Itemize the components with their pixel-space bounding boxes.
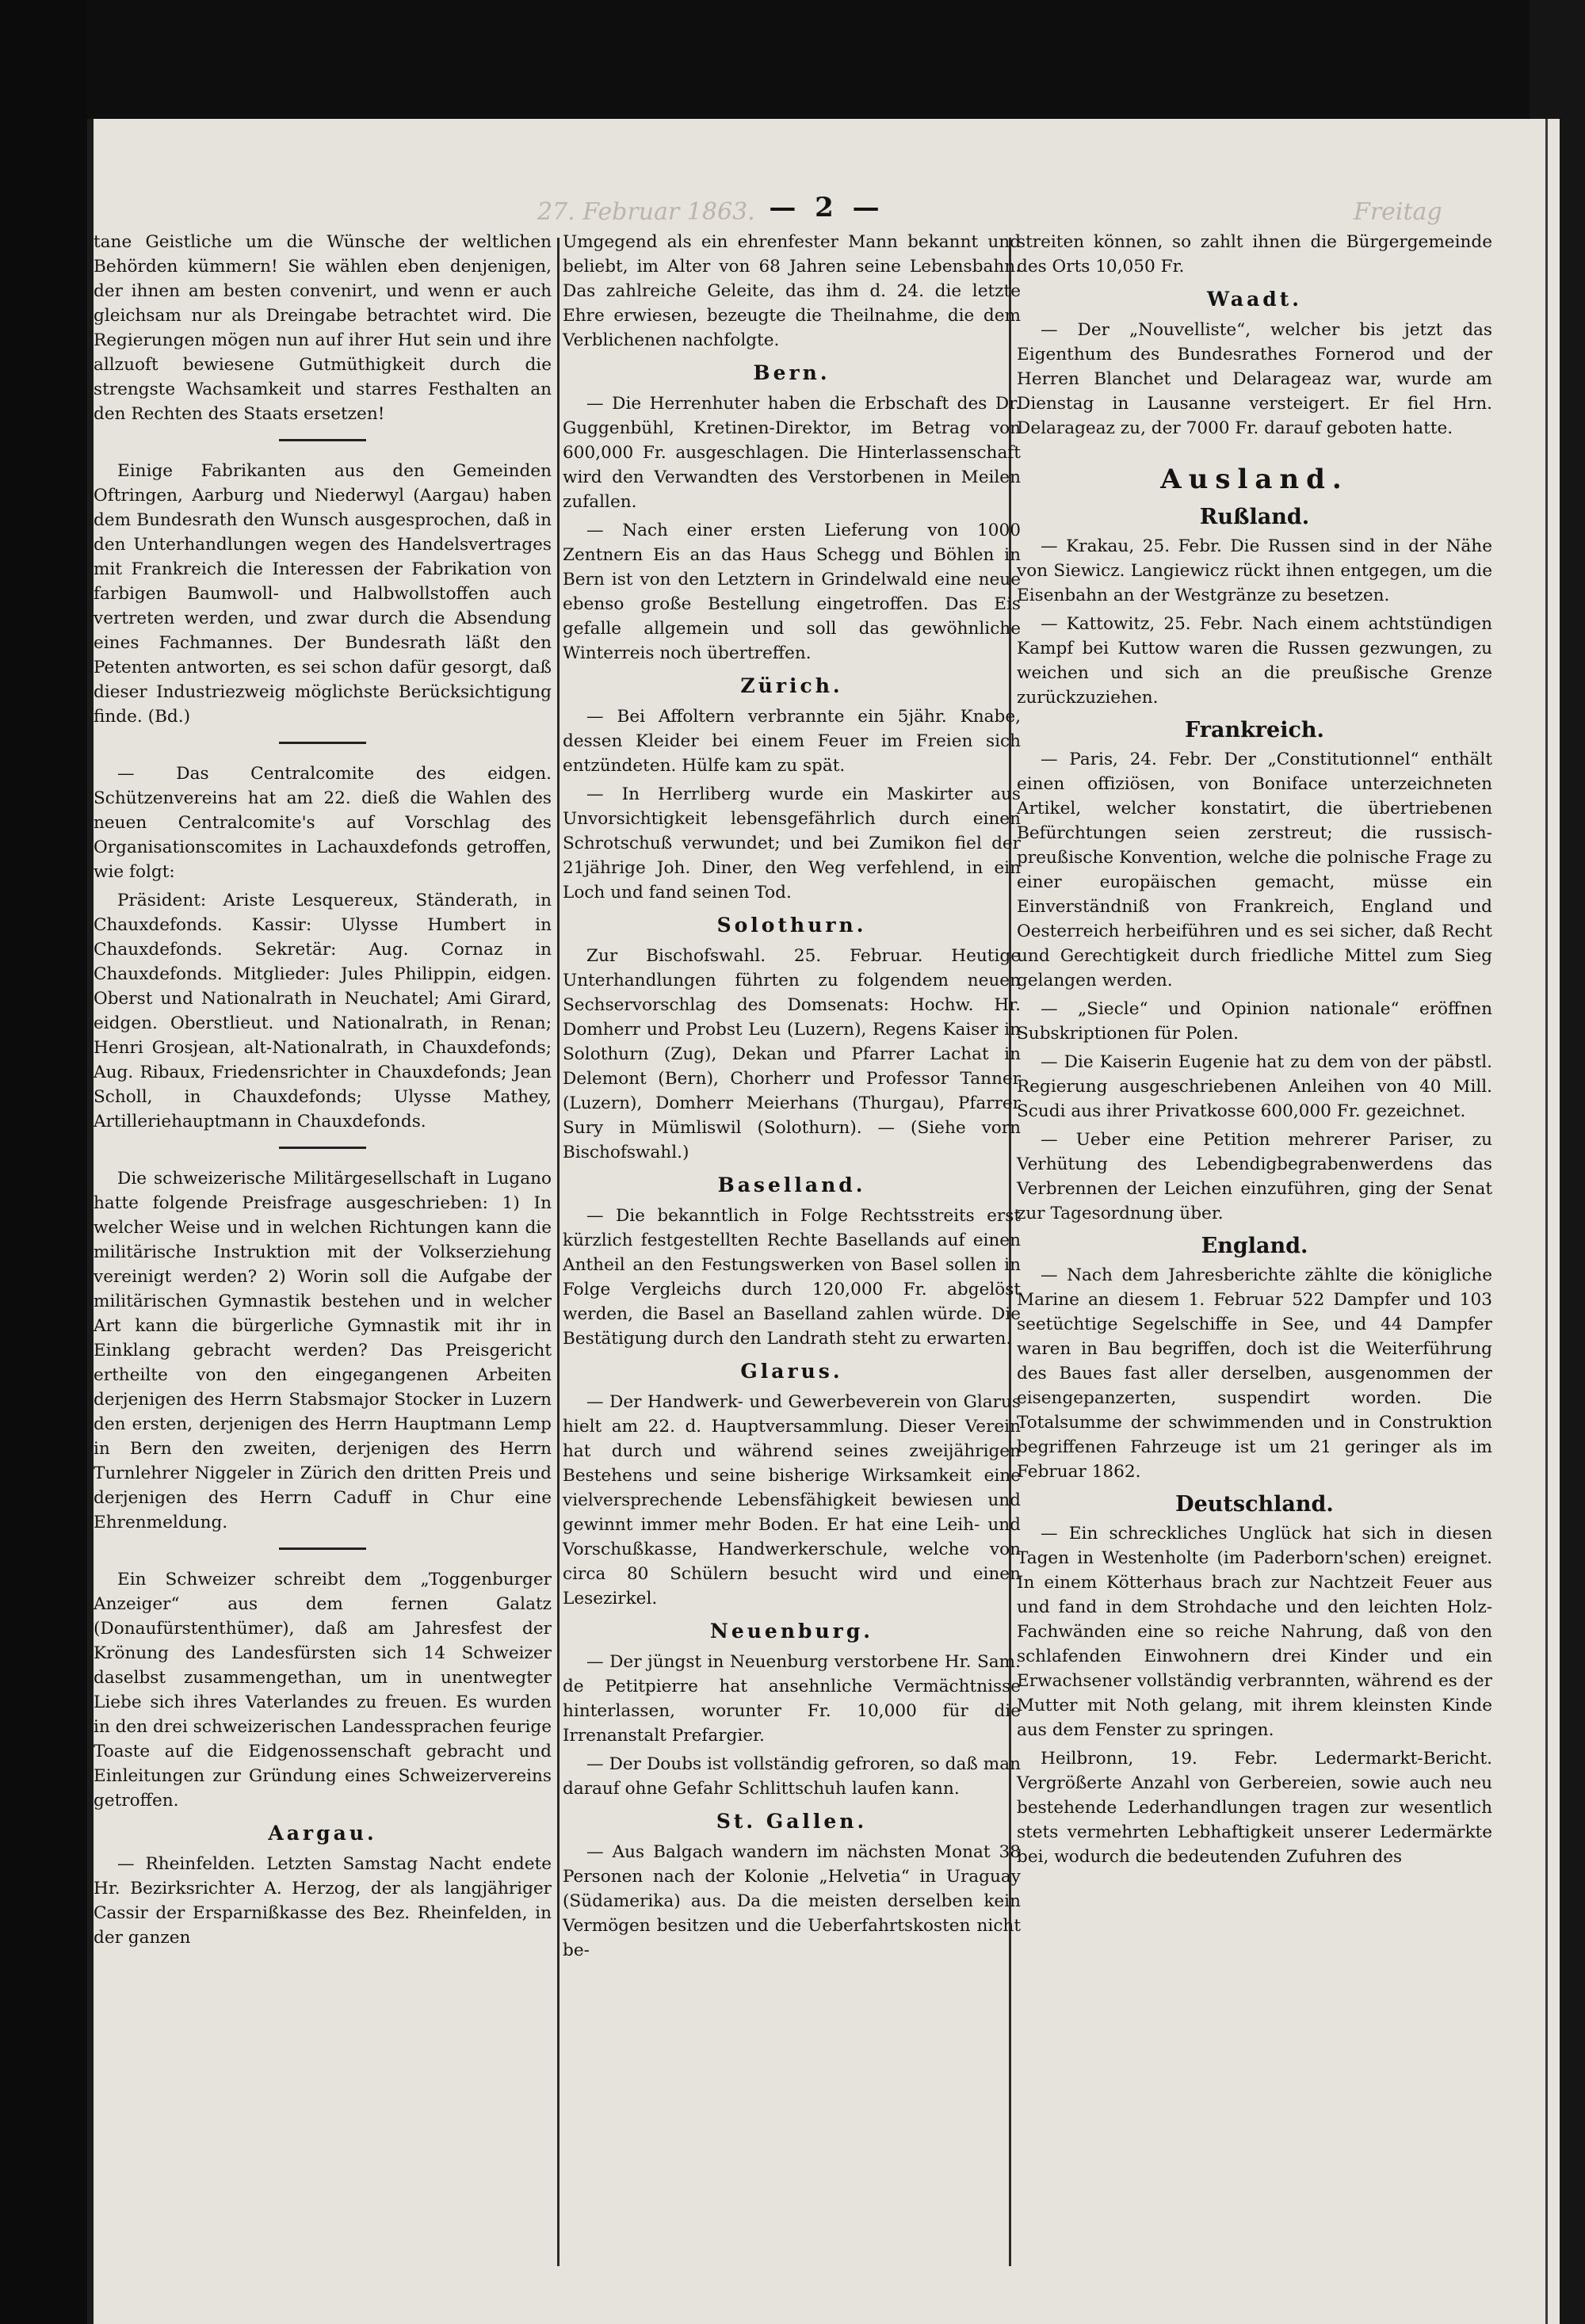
country-heading-england: England. bbox=[1201, 1234, 1308, 1258]
country-heading-frankreich: Frankreich. bbox=[1185, 718, 1324, 742]
bleed-through-date: 27. Februar 1863. bbox=[537, 198, 755, 226]
bleed-through-day: Freitag bbox=[1354, 198, 1442, 226]
section-heading-solothurn: Solothurn. bbox=[716, 914, 867, 937]
section-heading-neuenburg: Neuenburg. bbox=[709, 1620, 874, 1643]
article-text: Präsident: Ariste Lesquereux, Ständerath, in Chauxdefonds. Kassir: Ulysse Humbert in Chauxdefonds. Sekretär: Aug. Cornaz in Chauxdefonds. Mitglieder: Jules Philippin, eidgen. Oberst und Nationalrath in Neuchatel; Ami Girard, eidgen. Oberstlieut. und Nationalrath, in Renan; Henri Grosjean, alt-Nationalrath, in Chauxdefonds; Aug. Ribaux, Friedensrichter in Chauxdefonds; Jean Scholl, in Chauxdefonds; Ulysse Mathey, Artilleriehauptmann in Chauxdefonds. bbox=[94, 891, 552, 1131]
article-text: Heilbronn, 19. Febr. Ledermarkt-Bericht. Vergrößerte Anzahl von Gerbereien, sowie auch neu bestehende Lederhandlungen tragen zur wesentlich stets vermehrten Lebhaftigkeit unserer Ledermärkte bei, wodurch die bedeutenden Zufuhren des bbox=[1017, 1749, 1492, 1867]
article-text: — „Siecle“ und Opinion nationale“ eröffnen Subskriptionen für Polen. bbox=[1017, 999, 1492, 1044]
article-text: — In Herrliberg wurde ein Maskirter aus Unvorsichtigkeit lebensgefährlich durch einen Schrotschuß verwundet; und bei Zumikon fiel der 21jährige Joh. Diner, den Weg verfehlend, in ein Loch und fand seinen Tod. bbox=[563, 784, 1021, 903]
article-text: streiten können, so zahlt ihnen die Bürgergemeinde des Orts 10,050 Fr. bbox=[1017, 232, 1492, 277]
article-text: — Nach einer ersten Lieferung von 1000 Zentnern Eis an das Haus Schegg und Böhlen in Bern ist von den Letztern in Grindelwald eine neue ebenso große Bestellung eingetroffen. Das Eis gefalle allgemein und soll das gewöhnliche Winterreis noch übertreffen. bbox=[563, 521, 1021, 663]
newspaper-page bbox=[94, 119, 1560, 2324]
section-rule bbox=[279, 742, 366, 744]
article-text: — Die Kaiserin Eugenie hat zu dem von der päbstl. Regierung ausgeschriebenen Anleihen von 40 Mill. Scudi aus ihrer Privatkosse 600,000 Fr. gezeichnet. bbox=[1017, 1052, 1492, 1121]
section-heading-ausland: Ausland. bbox=[1160, 464, 1349, 495]
article-text: — Rheinfelden. Letzten Samstag Nacht endete Hr. Bezirksrichter A. Herzog, der als langjähriger Cassir der Ersparnißkasse des Bez. Rheinfelden, in der ganzen bbox=[94, 1854, 552, 1948]
article-text: — Der Doubs ist vollständig gefroren, so daß man darauf ohne Gefahr Schlittschuh laufen kann. bbox=[563, 1754, 1021, 1799]
column-divider-1 bbox=[557, 238, 560, 2266]
section-heading-glarus: Glarus. bbox=[740, 1360, 843, 1383]
article-text: — Krakau, 25. Febr. Die Russen sind in der Nähe von Siewicz. Langiewicz rückt ihnen entgegen, um die Eisenbahn an der Westgränze zu besetzen. bbox=[1017, 536, 1492, 605]
page-number: — 2 — bbox=[769, 192, 884, 223]
column-3 bbox=[1017, 230, 1492, 1873]
column-2 bbox=[563, 230, 1021, 1967]
country-heading-russland: Rußland. bbox=[1199, 505, 1310, 529]
scan-left-edge bbox=[0, 0, 87, 2324]
article-text: — Kattowitz, 25. Febr. Nach einem achtstündigen Kampf bei Kuttow waren die Russen gezwungen, zu weichen und sich an die preußische Grenze zurückzuziehen. bbox=[1017, 614, 1492, 708]
section-rule bbox=[279, 1147, 366, 1149]
article-text: — Nach dem Jahresberichte zählte die königliche Marine an diesem 1. Februar 522 Dampfer und 103 seetüchtige Segelschiffe in See, und 44 Dampfer waren in Bau begriffen, doch ist die Weiterführung des Baues fast aller derselben, ausgenommen der eisengepanzerten, suspendirt worden. Die Totalsumme der schwimmenden und in Construktion begriffenen Fahrzeuge ist um 21 geringer als im Februar 1862. bbox=[1017, 1265, 1492, 1482]
article-text: — Ueber eine Petition mehrerer Pariser, zu Verhütung des Lebendigbegrabenwerdens das Verbrennen der Leichen einzuführen, ging der Senat zur Tagesordnung über. bbox=[1017, 1130, 1492, 1223]
section-heading-waadt: Waadt. bbox=[1206, 288, 1303, 311]
section-rule bbox=[279, 439, 366, 441]
article-text: tane Geistliche um die Wünsche der weltlichen Behörden kümmern! Sie wählen eben denjenigen, der ihnen am besten convenirt, und wenn er auch gleichsam nur als Dreingabe betrachtet wird. Die Regierungen mögen nun auf ihrer Hut sein und ihre allzuoft bewiesene Gutmüthigkeit durch die strengste Wachsamkeit und starres Festhalten an den Rechten des Staats ersetzen! bbox=[94, 232, 552, 424]
article-text: — Der jüngst in Neuenburg verstorbene Hr. Sam. de Petitpierre hat ansehnliche Vermächtnisse hinterlassen, worunter Fr. 10,000 für die Irrenanstalt Prefargier. bbox=[563, 1652, 1021, 1746]
section-heading-aargau: Aargau. bbox=[268, 1822, 377, 1845]
section-rule bbox=[279, 1547, 366, 1550]
article-text: — Bei Affoltern verbrannte ein 5jähr. Knabe, dessen Kleider bei einem Feuer im Freien sich entzündeten. Hülfe kam zu spät. bbox=[563, 707, 1021, 776]
article-text: — Die Herrenhuter haben die Erbschaft des Dr. Guggenbühl, Kretinen-Direktor, im Betrag von 600,000 Fr. ausgeschlagen. Die Hinterlassenschaft wird den Verwandten des Verstorbenen in Meilen zufallen. bbox=[563, 394, 1021, 512]
article-text: — Ein schreckliches Unglück hat sich in diesen Tagen in Westenholte (im Paderborn'schen) ereignet. In einem Kötterhaus brach zur Nachtzeit Feuer aus und fand in dem Strohdache und den leichten Holz-Fachwänden eine so reiche Nahrung, daß von den schlafenden Einwohnern drei Kinder und ein Erwachsener vollständig verbrannten, während es der Mutter mit Noth gelang, mit ihrem kleinsten Kinde aus dem Fenster zu springen. bbox=[1017, 1524, 1492, 1740]
article-text: — Die bekanntlich in Folge Rechtsstreits erst kürzlich festgestellten Rechte Basellands auf einen Antheil an den Festungswerken von Basel sollen in Folge Vergleichs durch 120,000 Fr. abgelöst werden, die Basel an Baselland zahlen würde. Die Bestätigung durch den Landrath steht zu erwarten. bbox=[563, 1206, 1021, 1349]
article-text: Die schweizerische Militärgesellschaft in Lugano hatte folgende Preisfrage ausgeschrieben: 1) In welcher Weise und in welchen Richtungen kann die militärische Instruktion mit der Volkserziehung vereinigt werden? 2) Worin soll die Aufgabe der militärischen Gymnastik bestehen und in welcher Art kann die bürgerliche Gymnastik mit ihr in Einklang gebracht werden? Das Preisgericht ertheilte von den eingegangenen Arbeiten derjenigen des Herrn Stabsmajor Stocker in Luzern den ersten, derjenigen des Herrn Hauptmann Lemp in Bern den zweiten, derjenigen des Herrn Turnlehrer Niggeler in Zürich den dritten Preis und derjenigen des Herrn Caduff in Chur eine Ehrenmeldung. bbox=[94, 1169, 552, 1532]
section-heading-bern: Bern. bbox=[753, 361, 831, 384]
article-text: — Das Centralcomite des eidgen. Schützenvereins hat am 22. dieß die Wahlen des neuen Centralcomite's auf Vorschlag des Organisationscomites in Lachauxdefonds getroffen, wie folgt: bbox=[94, 764, 552, 882]
article-text: — Aus Balgach wandern im nächsten Monat 38 Personen nach der Kolonie „Helvetia“ in Uraguay (Südamerika) aus. Da die meisten derselben kein Vermögen besitzen und die Ueberfahrtskosten nicht be- bbox=[563, 1842, 1021, 1960]
article-text: — Der Handwerk- und Gewerbeverein von Glarus hielt am 22. d. Hauptversammlung. Dieser Verein hat durch und während seines zweijährigen Bestehens und seine bisherige Wirksamkeit eine vielversprechende Lebensfähigkeit bewiesen und gewinnt immer mehr Boden. Er hat eine Leih- und Vorschußkasse, Handwerkerschule, welche von circa 80 Schülern besucht wird und einen Lesezirkel. bbox=[563, 1392, 1021, 1608]
section-heading-baselland: Baselland. bbox=[717, 1173, 866, 1196]
article-text: — Der „Nouvelliste“, welcher bis jetzt das Eigenthum des Bundesrathes Fornerod und der Herren Blanchet und Delarageaz war, wurde am Dienstag in Lausanne versteigert. Er fiel Hrn. Delarageaz zu, der 7000 Fr. darauf geboten hatte. bbox=[1017, 320, 1492, 438]
scan-top-edge bbox=[0, 0, 1585, 119]
article-text: Einige Fabrikanten aus den Gemeinden Oftringen, Aarburg und Niederwyl (Aargau) haben dem Bundesrath den Wunsch ausgesprochen, daß in den Unterhandlungen wegen des Handelsvertrages mit Frankreich die Interessen der Fabrikation von farbigen Baumwoll- und Halbwollstoffen auch vertreten werden, und zwar durch die Absendung eines Fachmannes. Der Bundesrath läßt den Petenten antworten, es sei schon dafür gesorgt, daß dieser Industriezweig möglichste Berücksichtigung finde. (Bd.) bbox=[94, 461, 552, 727]
article-text: Zur Bischofswahl. 25. Februar. Heutige Unterhandlungen führten zu folgendem neuen Sechservorschlag des Domsenats: Hochw. Hr. Domherr und Probst Leu (Luzern), Regens Kaiser in Solothurn (Zug), Dekan und Pfarrer Lachat in Delemont (Bern), Chorherr und Professor Tanner (Luzern), Domherr Meierhans (Thurgau), Pfarrer Sury in Mümliswil (Solothurn). — (Siehe vorn Bischofswahl.) bbox=[563, 946, 1021, 1162]
column-1 bbox=[94, 230, 552, 1954]
page-fold-line bbox=[1545, 119, 1548, 2324]
article-text: — Paris, 24. Febr. Der „Constitutionnel“ enthält einen offiziösen, von Boniface unterzeichneten Artikel, welcher konstatirt, die übertriebenen Befürchtungen seien zerstreut; die russisch-preußische Konvention, welche die polnische Frage zu einer europäischen gemacht, müsse ein Einverständniß von Frankreich, England und Oesterreich herbeiführen und es sei sicher, daß Recht und Gerechtigkeit durch friedliche Mittel zum Sieg gelangen werden. bbox=[1017, 750, 1492, 990]
section-heading-zurich: Zürich. bbox=[740, 674, 843, 697]
section-heading-st-gallen: St. Gallen. bbox=[716, 1810, 868, 1833]
article-text: Ein Schweizer schreibt dem „Toggenburger Anzeiger“ aus dem fernen Galatz (Donaufürstenthümer), daß am Jahresfest der Krönung des Landesfürsten sich 14 Schweizer daselbst zusammengethan, um in unentwegter Liebe sich ihres Vaterlandes zu freuen. Es wurden in den drei schweizerischen Landessprachen feurige Toaste auf die Eidgenossenschaft gebracht und Einleitungen zur Gründung eines Schweizervereins getroffen. bbox=[94, 1570, 552, 1811]
country-heading-deutschland: Deutschland. bbox=[1175, 1492, 1334, 1517]
article-text: Umgegend als ein ehrenfester Mann bekannt und beliebt, im Alter von 68 Jahren seine Lebensbahn. Das zahlreiche Geleite, das ihm d. 24. die letzte Ehre erwiesen, bezeugte die Theilnahme, die dem Verblichenen nachfolgte. bbox=[563, 232, 1021, 350]
